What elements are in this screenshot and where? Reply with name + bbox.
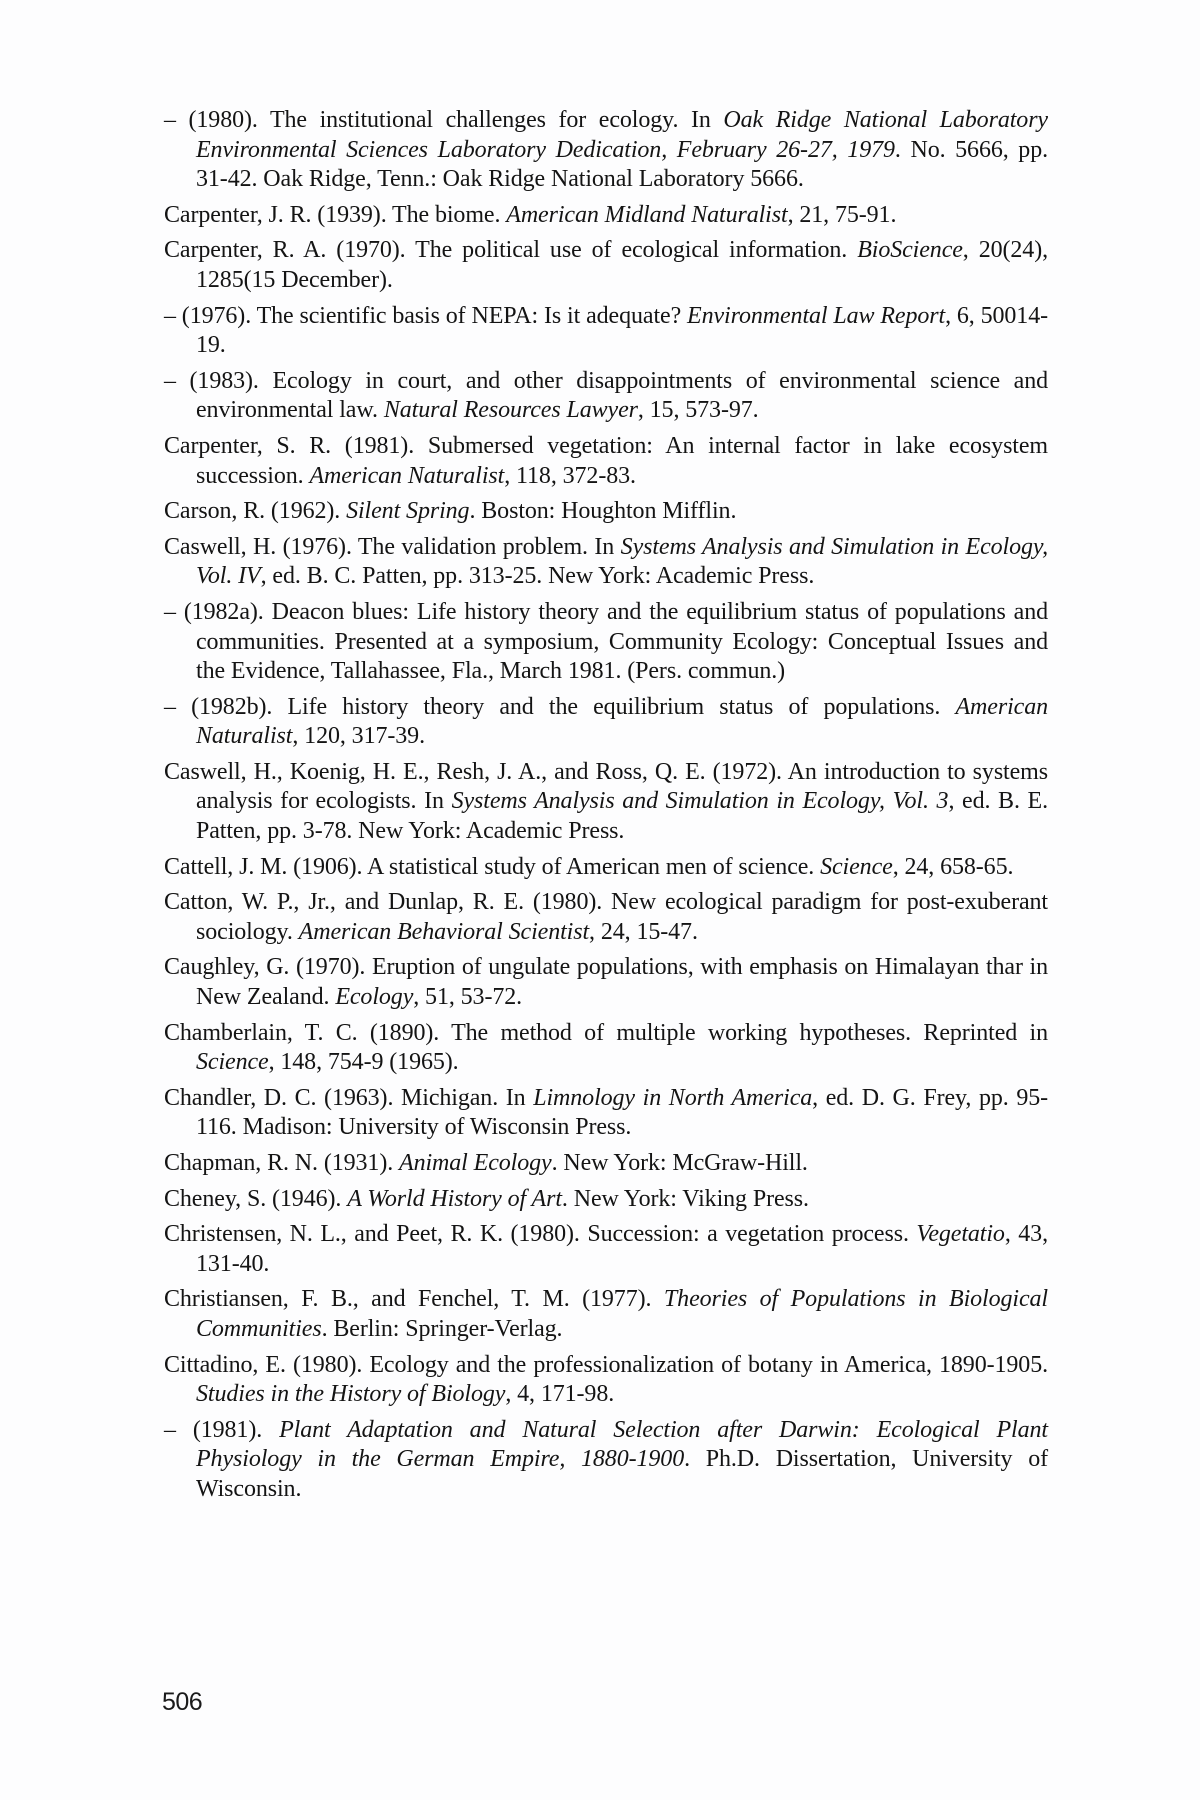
- ref-source-title: Limnology in North America: [533, 1084, 813, 1111]
- reference-entry: [164, 533, 1048, 592]
- ref-source-title: Science: [196, 1049, 269, 1076]
- reference-entry: [164, 888, 1048, 947]
- reference-entry: [164, 953, 1048, 1012]
- reference-entry: [164, 1220, 1048, 1279]
- ref-text: , 43, 131-40.: [196, 1221, 1048, 1277]
- reference-entry: [164, 1084, 1048, 1143]
- ref-text: , 148, 754-9 (1965).: [268, 1049, 459, 1076]
- reference-entry: [164, 302, 1048, 361]
- ref-text: Carson, R. (1962).: [164, 498, 347, 525]
- reference-entry: [164, 853, 1048, 883]
- reference-entry: [164, 236, 1048, 295]
- ref-source-title: Systems Analysis and Simulation in Ecology, Vol. 3: [451, 788, 949, 815]
- ref-source-title: Studies in the History of Biology: [196, 1381, 506, 1408]
- ref-text: . New York: Viking Press.: [561, 1185, 809, 1212]
- reference-entry: [164, 693, 1048, 752]
- ref-text: . No. 5666, pp. 31-42. Oak Ridge, Tenn.: Oak Ridge National Laboratory 5666.: [196, 136, 1048, 193]
- reference-list: [164, 106, 1048, 1505]
- document-page: [164, 106, 1048, 1511]
- reference-entry: [164, 367, 1048, 426]
- ref-text: Caswell, H. (1976). The validation problem. In: [164, 533, 621, 560]
- ref-source-title: Plant Adaptation and Natural Selection after Darwin: Ecological Plant Physiology in the German Empire, 1880-1900: [196, 1416, 1048, 1473]
- ref-source-title: Ecology: [335, 984, 414, 1011]
- reference-entry: [164, 1149, 1048, 1179]
- ref-text: , ed. B. C. Patten, pp. 313-25. New York: Academic Press.: [260, 563, 815, 590]
- reference-entry: [164, 201, 1048, 231]
- ref-text: Chandler, D. C. (1963). Michigan. In: [164, 1084, 534, 1111]
- ref-text: , 118, 372-83.: [504, 462, 636, 489]
- ref-text: , 15, 573-97.: [637, 397, 759, 424]
- ref-text: Catton, W. P., Jr., and Dunlap, R. E. (1980). New ecological paradigm for post-exuberant sociology.: [164, 889, 1048, 945]
- page-number: 506: [162, 1688, 203, 1716]
- ref-text: . Ph.D. Dissertation, University of Wisconsin.: [196, 1446, 1048, 1502]
- reference-entry: [164, 1416, 1048, 1505]
- ref-text: , 6, 50014-19.: [196, 302, 1048, 359]
- ref-text: , 4, 171-98.: [505, 1381, 615, 1408]
- ref-source-title: Systems Analysis and Simulation in Ecology, Vol. IV: [196, 533, 1049, 590]
- ref-source-title: Science: [820, 853, 893, 880]
- ref-source-title: Vegetatio: [916, 1221, 1005, 1248]
- ref-text: , 21, 75-91.: [787, 201, 897, 228]
- ref-text: , ed. D. G. Frey, pp. 95-116. Madison: University of Wisconsin Press.: [196, 1084, 1049, 1141]
- reference-entry: [164, 497, 1048, 527]
- ref-source-title: American Midland Naturalist: [506, 201, 788, 228]
- ref-text: , 24, 658-65.: [892, 853, 1014, 880]
- ref-text: Cittadino, E. (1980). Ecology and the professionalization of botany in America, 1890-1905.: [164, 1351, 1048, 1378]
- ref-text: . Boston: Houghton Mifflin.: [469, 498, 737, 525]
- ref-text: , 24, 15-47.: [589, 918, 698, 945]
- ref-text: , ed. B. E. Patten, pp. 3-78. New York: Academic Press.: [196, 788, 1048, 845]
- ref-text: Carpenter, S. R. (1981). Submersed vegetation: An internal factor in lake ecosystem succession.: [164, 432, 1048, 489]
- reference-entry: [164, 1351, 1048, 1410]
- reference-entry: [164, 1019, 1048, 1078]
- ref-text: – (1982b). Life history theory and the equilibrium status of populations.: [164, 693, 956, 720]
- reference-entry: [164, 1185, 1048, 1215]
- ref-text: Chamberlain, T. C. (1890). The method of multiple working hypotheses. Reprinted in: [164, 1019, 1048, 1046]
- ref-text: , 120, 317-39.: [292, 723, 425, 750]
- ref-source-title: BioScience: [857, 237, 963, 264]
- ref-source-title: Environmental Law Report: [687, 302, 946, 329]
- ref-source-title: Theories of Populations in Biological Communities: [196, 1286, 1048, 1342]
- ref-source-title: Oak Ridge National Laboratory Environmental Sciences Laboratory Dedication, February 26-27, 1979: [196, 107, 1048, 163]
- ref-source-title: American Naturalist: [196, 693, 1048, 750]
- reference-entry: [164, 432, 1048, 491]
- ref-text: Caswell, H., Koenig, H. E., Resh, J. A., and Ross, Q. E. (1972). An introduction to systems analysis for ecologists. In: [164, 758, 1048, 815]
- reference-entry: [164, 1285, 1048, 1344]
- ref-text: Carpenter, J. R. (1939). The biome.: [164, 201, 507, 228]
- reference-entry: [164, 598, 1048, 687]
- ref-text: – (1983). Ecology in court, and other disappointments of environmental science and environmental law.: [164, 367, 1048, 424]
- ref-text: Christiansen, F. B., and Fenchel, T. M. (1977).: [164, 1286, 664, 1313]
- ref-text: . Berlin: Springer-Verlag.: [321, 1315, 563, 1342]
- ref-text: Cattell, J. M. (1906). A statistical study of American men of science.: [164, 853, 821, 880]
- ref-text: , 51, 53-72.: [413, 984, 523, 1011]
- ref-text: – (1982a). Deacon blues: Life history theory and the equilibrium status of populations and communities. Presented at a symposium, Community Ecology: Conceptual Issues and the Evidence, Tallahassee, Fla., March 1981. (Pers. commun.): [164, 598, 1048, 685]
- ref-text: Carpenter, R. A. (1970). The political use of ecological information.: [164, 237, 858, 264]
- reference-entry: [164, 758, 1048, 847]
- ref-source-title: Silent Spring: [346, 498, 470, 525]
- reference-entry: [164, 106, 1048, 195]
- ref-text: – (1980). The institutional challenges for ecology. In: [164, 107, 724, 133]
- ref-text: , 20(24), 1285(15 December).: [196, 237, 1048, 293]
- ref-source-title: Natural Resources Lawyer: [383, 397, 638, 424]
- ref-source-title: A World History of Art: [347, 1185, 562, 1212]
- ref-source-title: American Naturalist: [309, 462, 505, 489]
- ref-text: – (1976). The scientific basis of NEPA: Is it adequate?: [164, 302, 688, 329]
- ref-source-title: Animal Ecology: [399, 1150, 552, 1176]
- ref-text: – (1981).: [164, 1416, 280, 1443]
- ref-text: Christensen, N. L., and Peet, R. K. (1980). Succession: a vegetation process.: [164, 1221, 917, 1248]
- ref-text: Chapman, R. N. (1931).: [164, 1150, 400, 1176]
- ref-text: Caughley, G. (1970). Eruption of ungulate populations, with emphasis on Himalayan thar in New Zealand.: [164, 954, 1048, 1011]
- ref-source-title: American Behavioral Scientist: [298, 918, 590, 945]
- ref-text: Cheney, S. (1946).: [164, 1185, 348, 1212]
- ref-text: . New York: McGraw-Hill.: [551, 1150, 808, 1176]
